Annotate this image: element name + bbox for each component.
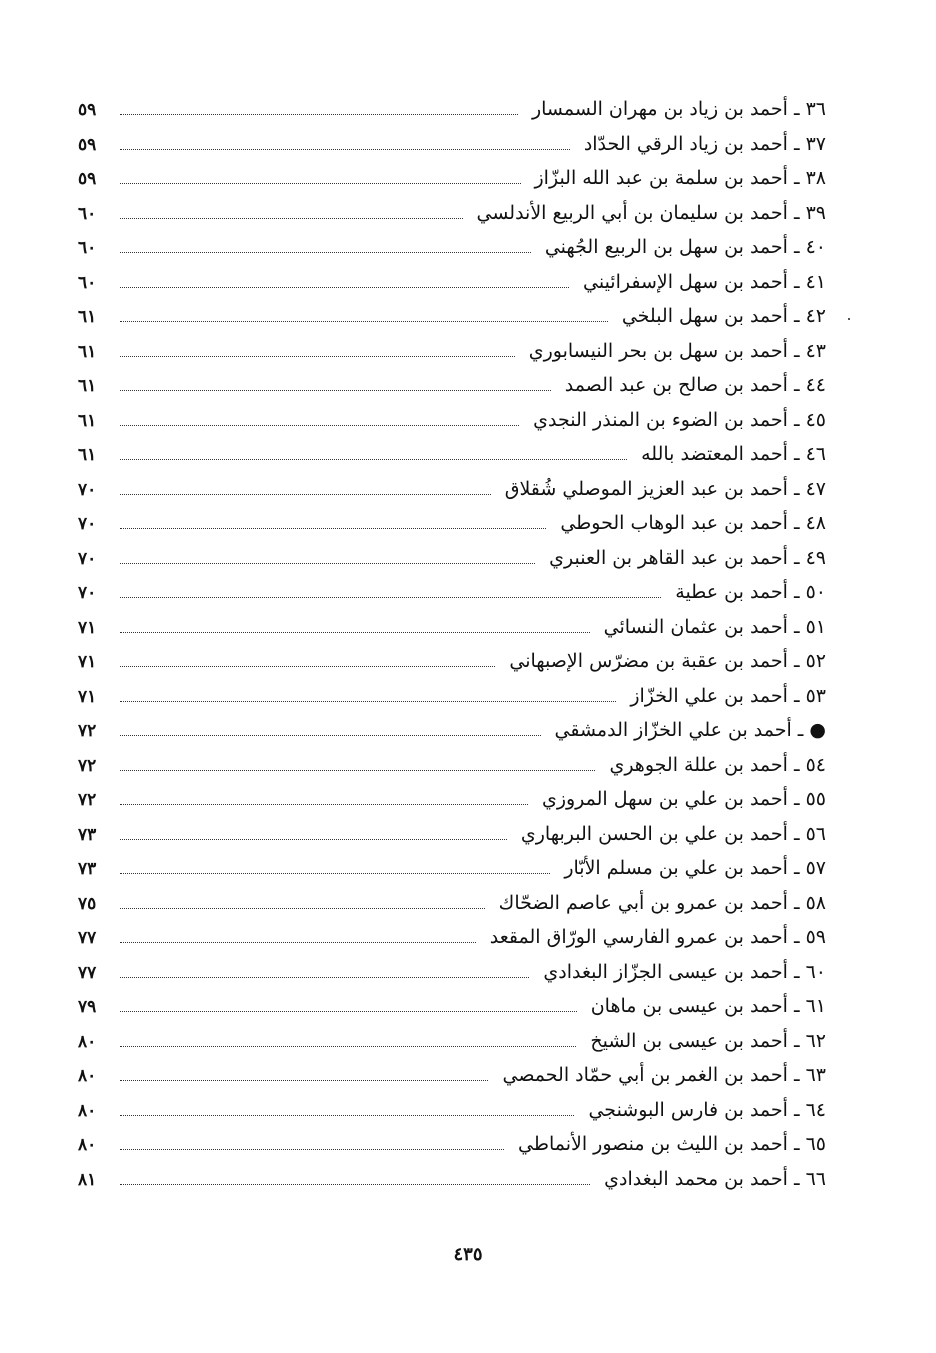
toc-entry (78, 98, 826, 133)
entry-title: ٦١ ـ أحمد بن عيسى بن ماهان (590, 995, 826, 1017)
entry-page-number: ٨٠ (78, 1031, 97, 1052)
dot-leader (120, 872, 550, 874)
entry-page-number: ٦١ (78, 341, 97, 362)
entry-title: ٤٣ ـ أحمد بن سهل بن بحر النيسابوري (528, 339, 826, 362)
entry-page-number: ٧١ (78, 652, 97, 672)
dot-leader (120, 182, 521, 184)
entry-page-number: ٦١ (78, 307, 97, 327)
entry-page-number: ٦٠ (78, 238, 97, 258)
entry-page-number: ٧٢ (78, 721, 97, 741)
dot-leader (120, 700, 616, 702)
toc-entry (78, 1133, 826, 1168)
toc-entry (78, 305, 826, 340)
dot-leader (120, 148, 570, 150)
entry-title: ٥١ ـ أحمد بن عثمان النسائي (603, 615, 826, 638)
dot-leader (120, 941, 476, 943)
entry-page-number: ٧٣ (78, 859, 97, 879)
dot-leader (120, 389, 551, 391)
entry-title: ٦٥ ـ أحمد بن الليث بن منصور الأنماطي (517, 1133, 826, 1155)
entry-page-number: ٧٧ (78, 962, 97, 983)
toc-entry (78, 788, 826, 823)
entry-title: ٣٨ ـ أحمد بن سلمة بن عبد الله البزّاز (534, 167, 826, 189)
toc-entry (78, 995, 826, 1030)
entry-page-number: ٧٩ (78, 997, 97, 1017)
entry-page-number: ٧٠ (78, 479, 97, 500)
entry-title: ● ـ أحمد بن علي الخزّاز الدمشقي (554, 719, 826, 741)
entry-title: ٦٣ ـ أحمد بن الغمر بن أبي حمّاد الحمصي (502, 1064, 826, 1086)
dot-leader (120, 424, 519, 426)
dot-leader (120, 1114, 574, 1116)
toc-entry (78, 1168, 826, 1203)
toc-entry (78, 202, 826, 237)
entry-page-number: ٨٠ (78, 1135, 97, 1155)
toc-entry (78, 443, 826, 478)
dot-leader (120, 838, 507, 840)
dot-leader (120, 907, 485, 909)
entry-title: ٥٠ ـ أحمد بن عطية (675, 581, 826, 603)
toc-entry (78, 616, 826, 651)
toc-entry (78, 374, 826, 409)
page-number: ٤٣٥ (453, 1244, 483, 1265)
entry-title: ٤٥ ـ أحمد بن الضوء بن المنذر النجدي (533, 408, 826, 431)
entry-page-number: ٥٩ (78, 134, 97, 155)
toc-entry (78, 892, 826, 927)
toc-entry (78, 409, 826, 444)
entry-title: ٦٢ ـ أحمد بن عيسى بن الشيخ (590, 1029, 826, 1052)
toc-entry (78, 823, 826, 858)
dot-leader (120, 976, 529, 978)
toc-list (78, 98, 826, 1202)
entry-title: ٦٠ ـ أحمد بن عيسى الجزّاز البغدادي (543, 960, 826, 983)
dot-leader (120, 769, 595, 771)
toc-entry (78, 236, 826, 271)
toc-entry (78, 1099, 826, 1134)
entry-page-number: ٦٠ (78, 272, 97, 293)
entry-title: ٦٦ ـ أحمد بن محمد البغدادي (604, 1167, 826, 1190)
entry-title: ٤٠ ـ أحمد بن سهل بن الربيع الجُهني (544, 236, 826, 258)
toc-entry (78, 547, 826, 582)
toc-entry (78, 512, 826, 547)
entry-page-number: ٧٣ (78, 824, 97, 845)
entry-page-number: ٥٩ (78, 100, 97, 120)
entry-title: ٤٨ ـ أحمد بن عبد الوهاب الحوطي (560, 512, 826, 534)
dot-leader (120, 1045, 576, 1047)
entry-title: ٤٧ ـ أحمد بن عبد العزيز الموصلي شُقلاق (504, 477, 826, 500)
entry-page-number: ٨٠ (78, 1066, 97, 1086)
dot-leader (120, 803, 528, 805)
entry-title: ٥٨ ـ أحمد بن عمرو بن أبي عاصم الضحّاك (498, 891, 826, 914)
entry-title: ٤١ ـ أحمد بن سهل الإسفرائيني (583, 270, 826, 293)
entry-page-number: ٦١ (78, 445, 97, 465)
toc-entry (78, 650, 826, 685)
toc-entry (78, 478, 826, 513)
toc-entry (78, 1064, 826, 1099)
dot-leader (120, 734, 541, 736)
toc-entry (78, 719, 826, 754)
toc-entry (78, 340, 826, 375)
entry-title: ٤٦ ـ أحمد المعتضد بالله (641, 443, 826, 465)
dot-leader (120, 320, 608, 322)
dot-leader (120, 1010, 577, 1012)
entry-page-number: ٧٠ (78, 514, 97, 534)
dot-leader (120, 113, 518, 115)
entry-title: ٥٦ ـ أحمد بن علي بن الحسن البربهاري (520, 822, 826, 845)
toc-entry (78, 961, 826, 996)
entry-title: ٥٧ ـ أحمد بن علي بن مسلم الأبّار (564, 857, 826, 879)
dot-leader (120, 458, 627, 460)
entry-title: ٣٦ ـ أحمد بن زياد بن مهران السمسار (531, 98, 826, 120)
toc-entry (78, 271, 826, 306)
toc-entry (78, 581, 826, 616)
entry-title: ٦٤ ـ أحمد بن فارس البوشنجي (588, 1098, 826, 1121)
entry-page-number: ٧٥ (78, 893, 97, 914)
toc-entry (78, 1030, 826, 1065)
dot-leader (120, 631, 590, 633)
entry-title: ٤٤ ـ أحمد بن صالح بن عبد الصمد (564, 374, 826, 396)
dot-leader (120, 1183, 590, 1185)
dot-leader (120, 217, 463, 219)
entry-title: ٤٢ ـ أحمد بن سهل البلخي (621, 305, 826, 327)
entry-page-number: ٧٧ (78, 928, 97, 948)
entry-title: ٥٤ ـ أحمد بن عللة الجوهري (609, 753, 826, 776)
entry-page-number: ٧٠ (78, 548, 97, 569)
entry-page-number: ٧٢ (78, 790, 97, 810)
dot-leader (120, 251, 531, 253)
entry-page-number: ٥٩ (78, 169, 97, 189)
dot-leader (120, 527, 546, 529)
entry-title: ٥٩ ـ أحمد بن عمرو الفارسي الورّاق المقعد (489, 926, 826, 948)
entry-page-number: ٧٠ (78, 583, 97, 603)
dot-leader (120, 286, 569, 288)
dot-leader (120, 1148, 504, 1150)
entry-title: ٥٢ ـ أحمد بن عقبة بن مضرّس الإصبهاني (509, 650, 826, 672)
entry-title: ٥٥ ـ أحمد بن علي بن سهل المروزي (541, 788, 826, 810)
dot-leader (120, 355, 515, 357)
entry-page-number: ٨١ (78, 1169, 97, 1190)
entry-title: ٣٩ ـ أحمد بن سليمان بن أبي الربيع الأندلسي (476, 201, 826, 224)
entry-page-number: ٦٠ (78, 203, 97, 224)
entry-page-number: ٨٠ (78, 1100, 97, 1121)
toc-entry (78, 926, 826, 961)
entry-title: ٤٩ ـ أحمد بن عبد القاهر بن العنبري (549, 546, 826, 569)
margin-mark (848, 318, 850, 320)
toc-entry (78, 133, 826, 168)
toc-entry (78, 857, 826, 892)
entry-page-number: ٦١ (78, 410, 97, 431)
entry-page-number: ٧٢ (78, 755, 97, 776)
entry-page-number: ٦١ (78, 376, 97, 396)
toc-entry (78, 754, 826, 789)
dot-leader (120, 493, 491, 495)
dot-leader (120, 1079, 488, 1081)
dot-leader (120, 562, 535, 564)
dot-leader (120, 665, 495, 667)
dot-leader (120, 596, 661, 598)
entry-title: ٣٧ ـ أحمد بن زياد الرقي الحدّاد (583, 132, 826, 155)
toc-entry (78, 167, 826, 202)
toc-entry (78, 685, 826, 720)
entry-page-number: ٧١ (78, 617, 97, 638)
entry-title: ٥٣ ـ أحمد بن علي الخزّاز (630, 684, 826, 707)
entry-page-number: ٧١ (78, 686, 97, 707)
